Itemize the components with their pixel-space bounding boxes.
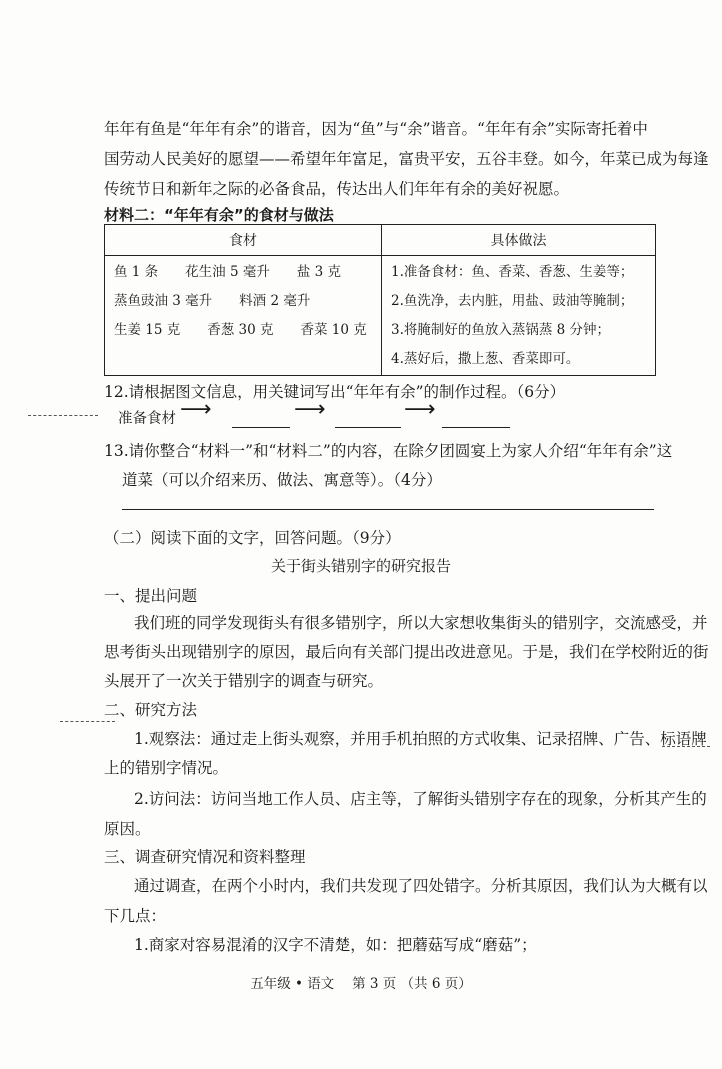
method-2-line-1: 2.访问法：访问当地工作人员、店主等，了解街头错别字存在的现象，分析其产生的 [134, 790, 707, 808]
heading-findings: 三、调查研究情况和资料整理 [104, 848, 306, 866]
method-2-line-2: 原因。 [104, 820, 151, 838]
para-3-line-1: 通过调查，在两个小时内，我们共发现了四处错字。分析其原因，我们认为大概有以 [134, 877, 708, 895]
intro-line-1: 年年有鱼是“年年有余”的谐音，因为“鱼”与“余”谐音。“年年有余”实际寄托着中 [104, 120, 648, 138]
question-12: 12.请根据图文信息，用关键词写出“年年有余”的制作过程。（6分） [104, 383, 566, 401]
step-line: 1.准备食材：鱼、香菜、香葱、生姜等； [391, 264, 634, 280]
answer-blank-2[interactable] [335, 427, 401, 428]
heading-methods: 二、研究方法 [104, 701, 198, 719]
ingredient-line: 生姜 15 克 香葱 30 克 香菜 10 克 [114, 322, 367, 338]
step-line: 4.蒸好后，撒上葱、香菜即可。 [391, 351, 580, 367]
table-header-steps: 具体做法 [382, 225, 656, 256]
q12-start-label: 准备食材 [118, 411, 176, 427]
table-header-ingredients: 食材 [105, 225, 382, 256]
para-3-line-2: 下几点： [104, 907, 167, 925]
steps-cell [382, 256, 656, 376]
method-1-line-1: 1.观察法：通过走上街头观察，并用手机拍照的方式收集、记录招牌、广告、标语牌 [134, 730, 707, 748]
q13-answer-line[interactable] [122, 509, 654, 510]
material2-title: 材料二：“年年有余”的食材与做法 [104, 206, 334, 224]
arrow-icon: ⟶ [404, 397, 436, 422]
page-footer: 五年级 • 语文 第 3 页 （共 6 页） [250, 976, 472, 992]
step-line: 2.鱼洗净，去内脏，用盐、豉油等腌制； [391, 293, 634, 309]
para-1-line-3: 头展开了一次关于错别字的调查与研究。 [104, 672, 384, 690]
ingredients-cell [105, 256, 382, 376]
step-line: 3.将腌制好的鱼放入蒸锅蒸 8 分钟； [391, 322, 611, 338]
method-1-line-2: 上的错别字情况。 [104, 759, 229, 777]
answer-blank-3[interactable] [442, 427, 510, 428]
intro-line-3: 传统节日和新年之际的必备食品，传达出人们年年有余的美好祝愿。 [104, 180, 570, 198]
ingredient-line: 鱼 1 条 花生油 5 毫升 盐 3 克 [114, 264, 342, 280]
arrow-icon: ⟶ [180, 397, 212, 422]
reason-1: 1.商家对容易混淆的汉字不清楚，如：把蘑菇写成“磨菇”； [134, 936, 537, 954]
scan-mark [60, 721, 115, 722]
ingredients-table [104, 224, 656, 376]
intro-line-2: 国劳动人民美好的愿望——希望年年富足，富贵平安，五谷丰登。如今，年菜已成为每逢 [104, 150, 709, 168]
para-1-line-1: 我们班的同学发现街头有很多错别字，所以大家想收集街头的错别字，交流感受，并 [134, 614, 708, 632]
ingredient-line: 蒸鱼豉油 3 毫升 料酒 2 毫升 [114, 293, 311, 309]
question-13-line-1: 13.请你整合“材料一”和“材料二”的内容，在除夕团圆宴上为家人介绍“年年有余”这 [104, 442, 673, 460]
arrow-icon: ⟶ [294, 397, 326, 422]
report-title: 关于街头错别字的研究报告 [270, 557, 451, 575]
question-13-line-2: 道菜（可以介绍来历、做法、寓意等）。（4分） [122, 471, 442, 489]
heading-raise-question: 一、提出问题 [104, 587, 198, 605]
section2-header: （二）阅读下面的文字，回答问题。（9分） [104, 529, 401, 547]
answer-blank-1[interactable] [232, 427, 290, 428]
para-1-line-2: 思考街头出现错别字的原因，最后向有关部门提出改进意见。于是，我们在学校附近的街 [104, 643, 709, 661]
scan-mark [28, 415, 98, 416]
scan-mark [662, 746, 710, 747]
